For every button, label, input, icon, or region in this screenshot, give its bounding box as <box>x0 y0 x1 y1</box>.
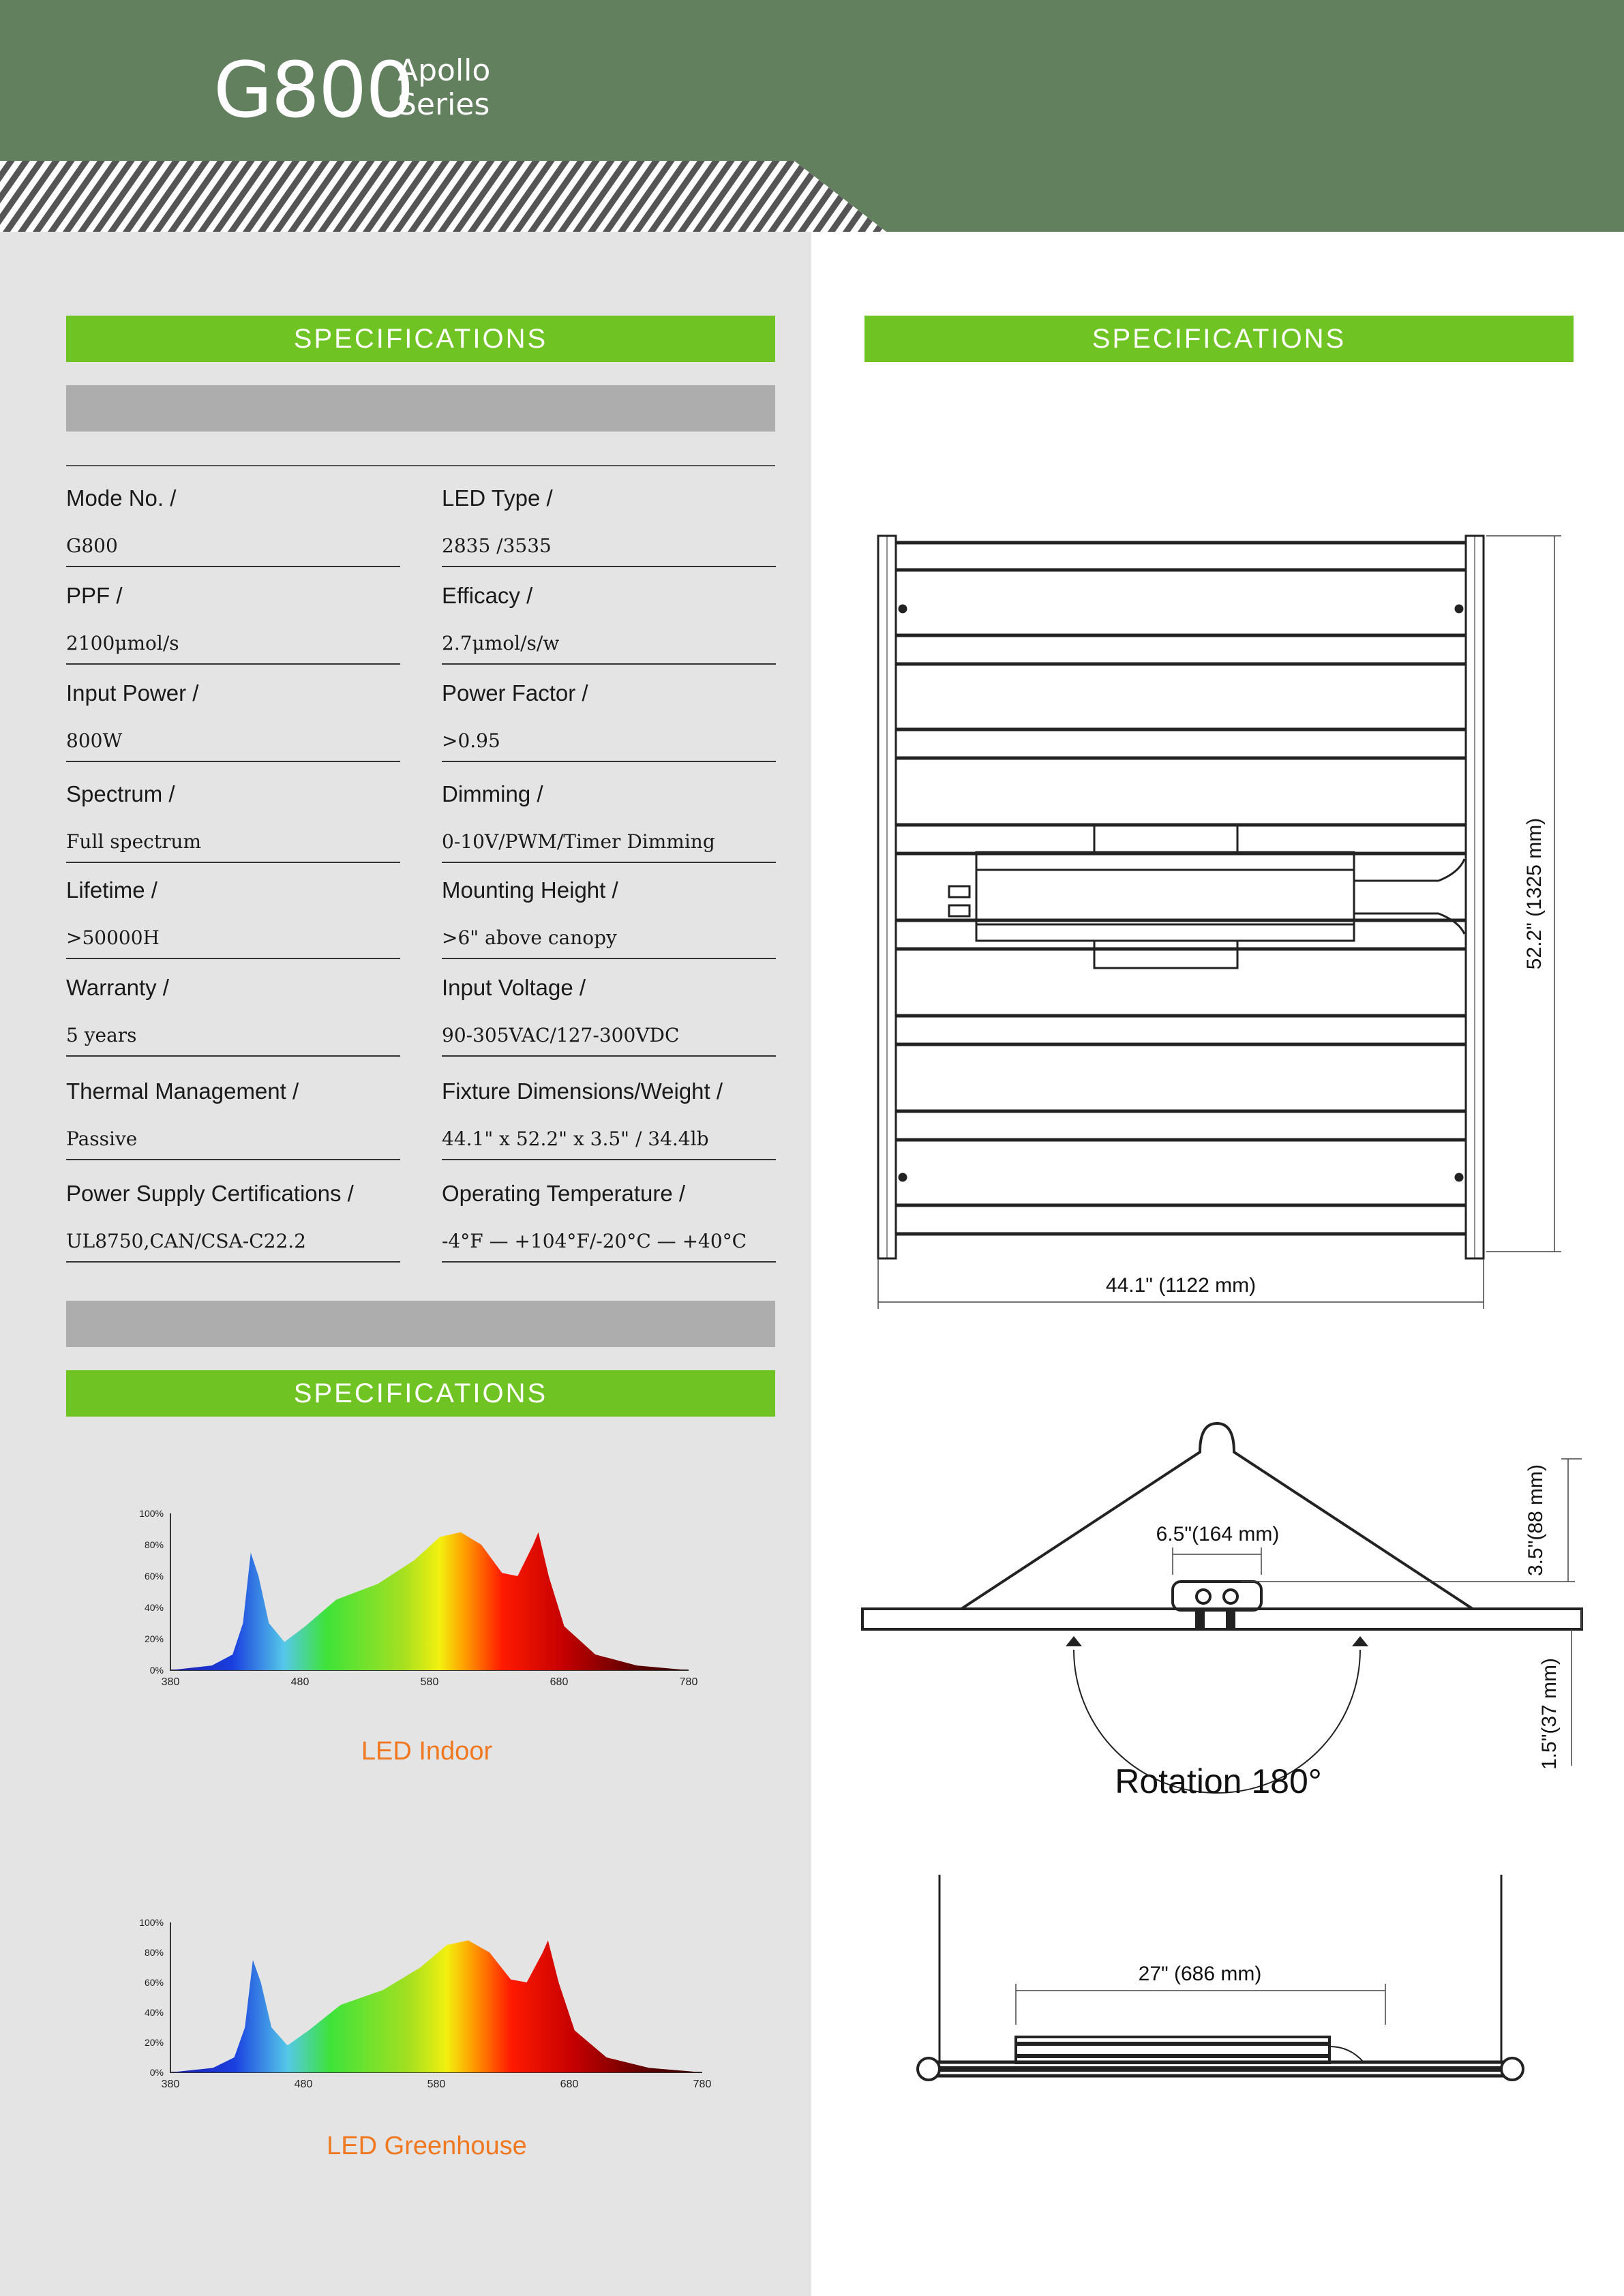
spec-row-rule <box>66 1055 400 1057</box>
spectrum-curve <box>170 1532 689 1670</box>
spec-label: Input Power / <box>66 680 199 706</box>
x-tick-label: 780 <box>693 2079 712 2090</box>
spec-row-rule <box>442 1159 776 1160</box>
y-tick-label: 40% <box>144 1602 164 1613</box>
x-tick-label: 480 <box>290 1676 310 1688</box>
spec-value: 2100μmol/s <box>66 632 179 654</box>
spec-row-rule <box>66 862 400 863</box>
spec-label: Input Voltage / <box>442 975 586 1000</box>
spectrum-caption-greenhouse: LED Greenhouse <box>327 2132 527 2160</box>
rotation-label: Rotation 180° <box>1115 1762 1322 1800</box>
spec-value: 800W <box>66 729 123 752</box>
spec-heading-left: SPECIFICATIONS <box>66 316 775 362</box>
height-dimension-label: 52.2" (1325 mm) <box>1523 817 1546 970</box>
spec-value: G800 <box>66 534 118 557</box>
y-tick-label: 20% <box>144 2037 164 2048</box>
spec-value: -4°F — +104°F/-20°C — +40°C <box>442 1230 747 1252</box>
light-bar-profile <box>862 1609 1582 1629</box>
spec-heading-right: SPECIFICATIONS <box>864 316 1574 362</box>
spec-value: UL8750,CAN/CSA-C22.2 <box>66 1230 306 1252</box>
spectrum-caption-indoor: LED Indoor <box>361 1737 493 1766</box>
light-bars <box>896 543 1466 1234</box>
side-view-drawing <box>859 1411 1595 1820</box>
spec-value: 44.1" x 52.2" x 3.5" / 34.4lb <box>442 1128 709 1150</box>
y-tick-label: 20% <box>144 1633 164 1644</box>
spec-label: Operating Temperature / <box>442 1181 686 1206</box>
spec-value: 2.7μmol/s/w <box>442 632 560 654</box>
x-tick-label: 680 <box>550 1676 569 1688</box>
spec-value: 2835 /3535 <box>442 534 552 557</box>
spec-table-top-rule <box>66 465 775 466</box>
spec-label: Power Factor / <box>442 680 588 706</box>
x-tick-label: 380 <box>161 1676 180 1688</box>
spec-value: >6" above canopy <box>442 926 617 949</box>
x-tick-label: 580 <box>420 1676 439 1688</box>
spec-label: PPF / <box>66 583 123 608</box>
model-title: G800 <box>213 46 413 135</box>
x-tick-label: 380 <box>161 2079 180 2090</box>
spec-value: Full spectrum <box>66 830 202 853</box>
series-title-line1: Apollo <box>397 53 491 88</box>
bar-thickness-label: 1.5"(37 mm) <box>1538 1657 1561 1770</box>
gray-divider-bar-top <box>66 385 775 432</box>
spec-label: Lifetime / <box>66 877 157 903</box>
spectrum-heading: SPECIFICATIONS <box>66 1370 775 1417</box>
y-tick-label: 60% <box>144 1977 164 1988</box>
spectrum-chart-greenhouse <box>116 1902 730 2106</box>
header-hatch-pattern <box>0 161 886 232</box>
spec-row-rule <box>442 1055 776 1057</box>
y-tick-label: 100% <box>139 1508 164 1519</box>
spec-label: Spectrum / <box>66 781 175 806</box>
y-tick-label: 100% <box>139 1917 164 1928</box>
gray-divider-bar-bottom <box>66 1301 775 1347</box>
spec-label: Dimming / <box>442 781 543 806</box>
spec-value: 90-305VAC/127-300VDC <box>442 1024 680 1046</box>
spec-row-rule <box>442 862 776 863</box>
spec-label: Thermal Management / <box>66 1078 299 1104</box>
series-title-line2: Series <box>397 87 490 122</box>
spec-value: 5 years <box>66 1024 137 1046</box>
spec-row-rule <box>442 566 776 567</box>
y-tick-label: 80% <box>144 1539 164 1550</box>
driver-length-label: 27" (686 mm) <box>1138 1963 1262 1985</box>
driver-width-label: 6.5"(164 mm) <box>1156 1523 1280 1545</box>
y-tick-label: 0% <box>149 1665 164 1676</box>
spectrum-chart-indoor <box>116 1493 716 1704</box>
spec-row-rule <box>442 1261 776 1263</box>
spec-row-rule <box>442 958 776 959</box>
width-dimension-label: 44.1" (1122 mm) <box>1105 1274 1257 1297</box>
spectrum-curve <box>170 1940 702 2072</box>
x-tick-label: 780 <box>679 1676 698 1688</box>
x-tick-label: 480 <box>294 2079 313 2090</box>
spec-label: Warranty / <box>66 975 169 1000</box>
front-view-drawing <box>900 1868 1541 2093</box>
y-tick-label: 80% <box>144 1947 164 1958</box>
spec-label: LED Type / <box>442 485 553 511</box>
spec-row-rule <box>66 566 400 567</box>
spec-value: >50000H <box>66 926 160 949</box>
page-header <box>0 0 1624 232</box>
spec-row-rule <box>442 663 776 665</box>
spec-value: Passive <box>66 1128 138 1150</box>
spec-row-rule <box>66 1159 400 1160</box>
x-tick-label: 680 <box>560 2079 579 2090</box>
spec-label: Mode No. / <box>66 485 177 511</box>
driver-box <box>976 852 1354 941</box>
spec-value: 0-10V/PWM/Timer Dimming <box>442 830 715 853</box>
spec-label: Power Supply Certifications / <box>66 1181 354 1206</box>
height-3-5-label: 3.5"(88 mm) <box>1524 1464 1547 1577</box>
spec-row-rule <box>66 761 400 762</box>
spec-label: Efficacy / <box>442 583 533 608</box>
spec-row-rule <box>66 958 400 959</box>
spec-row-rule <box>66 1261 400 1263</box>
y-tick-label: 0% <box>149 2067 164 2078</box>
spec-label: Fixture Dimensions/Weight / <box>442 1078 723 1104</box>
spec-label: Mounting Height / <box>442 877 618 903</box>
spec-value: >0.95 <box>442 729 500 752</box>
spec-row-rule <box>442 761 776 762</box>
y-tick-label: 40% <box>144 2007 164 2018</box>
spec-row-rule <box>66 663 400 665</box>
front-driver <box>1016 2037 1329 2063</box>
driver-profile <box>1173 1582 1261 1610</box>
top-view-drawing <box>866 518 1575 1323</box>
y-tick-label: 60% <box>144 1571 164 1582</box>
x-tick-label: 580 <box>427 2079 446 2090</box>
